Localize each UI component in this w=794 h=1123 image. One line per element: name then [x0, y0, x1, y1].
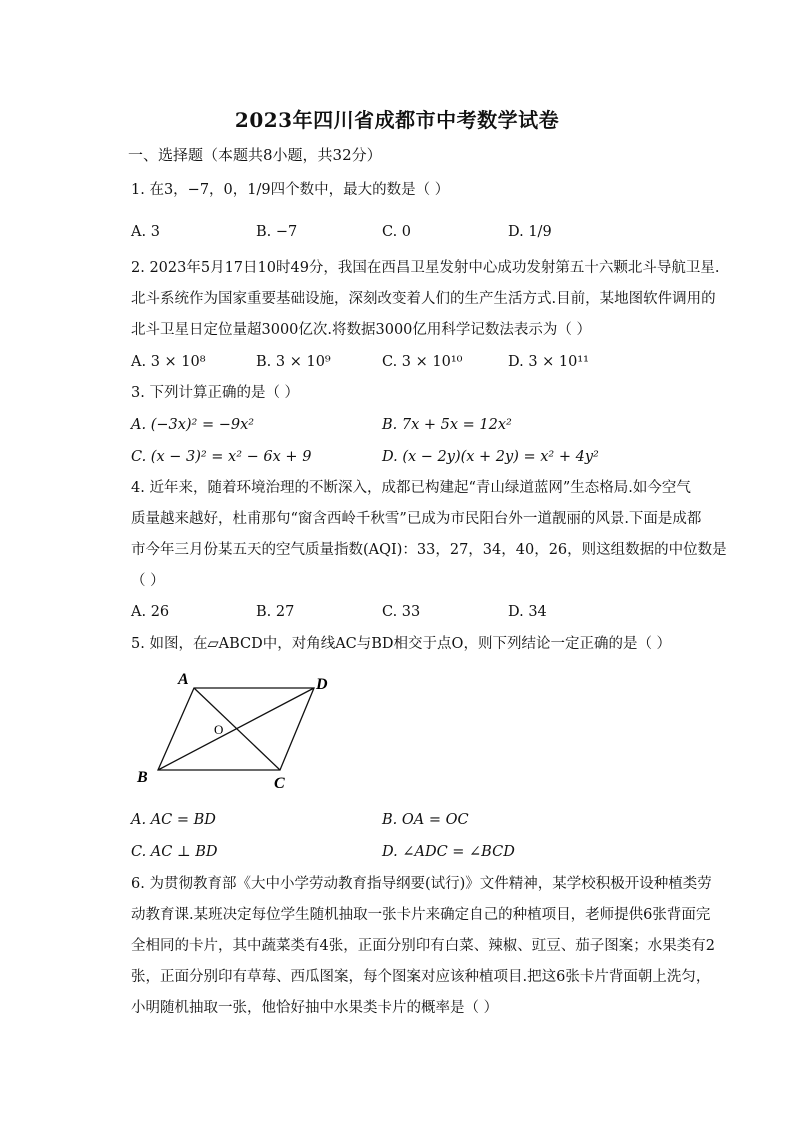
q4-option-b: B. 27: [256, 604, 295, 620]
question-2-line-2: 北斗系统作为国家重要基础设施，深刻改变着人们的生产生活方式.目前，某地图软件调用的: [131, 291, 716, 307]
diagonal-bd: [158, 688, 314, 770]
question-2-line-3: 北斗卫星日定位量超3000亿次.将数据3000亿用科学记数法表示为（ ）: [131, 322, 592, 338]
q5-option-d: D. ∠ADC = ∠BCD: [382, 844, 515, 860]
q3-option-d: D. (x − 2y)(x + 2y) = x² + 4y²: [382, 449, 599, 465]
q4-option-a: A. 26: [131, 604, 170, 620]
q2-option-a: A. 3 × 10⁸: [131, 354, 206, 370]
q3-option-a: A. (−3x)² = −9x²: [131, 417, 255, 433]
q2-option-c: C. 3 × 10¹⁰: [382, 354, 463, 370]
question-1-text: 1. 在3，−7，0，1/9四个数中，最大的数是（ ）: [131, 182, 450, 198]
exam-title: 2023年四川省成都市中考数学试卷: [234, 108, 560, 132]
q1-option-d: D. 1/9: [508, 224, 552, 240]
q4-option-d: D. 34: [508, 604, 547, 620]
question-4-line-1: 4. 近年来，随着环境治理的不断深入，成都已构建起“青山绿道蓝网”生态格局.如今空气: [131, 480, 691, 496]
question-4-line-3: 市今年三月份某五天的空气质量指数(AQI)：33，27，34，40，26，则这组数据的中位数是: [131, 542, 727, 558]
q1-option-c: C. 0: [382, 224, 412, 240]
question-6-line-3: 全相同的卡片，其中蔬菜类有4张，正面分别印有白菜、辣椒、豇豆、茄子图案；水果类有2: [131, 938, 715, 954]
question-6-line-5: 小明随机抽取一张，他恰好抽中水果类卡片的概率是（ ）: [131, 1000, 499, 1016]
question-6-line-2: 动教育课.某班决定每位学生随机抽取一张卡片来确定自己的种植项目，老师提供6张背面完: [131, 907, 711, 923]
question-4-line-4: （ ）: [131, 573, 165, 589]
vertex-label-c: C: [274, 775, 285, 792]
vertex-label-d: D: [316, 676, 328, 693]
q2-option-b: B. 3 × 10⁹: [256, 354, 331, 370]
q2-option-d: D. 3 × 10¹¹: [508, 354, 589, 370]
section-heading: 一、选择题（本题共8小题，共32分）: [128, 146, 382, 164]
intersection-label-o: O: [214, 722, 224, 737]
question-3-text: 3. 下列计算正确的是（ ）: [131, 385, 300, 401]
q1-option-b: B. −7: [256, 224, 298, 240]
q5-option-c: C. AC ⊥ BD: [131, 844, 218, 860]
vertex-label-b: B: [137, 769, 148, 786]
q3-option-b: B. 7x + 5x = 12x²: [382, 417, 512, 433]
question-2-line-1: 2. 2023年5月17日10时49分，我国在西昌卫星发射中心成功发射第五十六颗北斗导航卫星.: [131, 260, 720, 276]
question-5-text: 5. 如图，在▱ABCD中，对角线AC与BD相交于点O，则下列结论一定正确的是（ ）: [131, 636, 672, 652]
vertex-label-a: A: [178, 671, 189, 688]
question-6-line-4: 张，正面分别印有草莓、西瓜图案，每个图案对应该种植项目.把这6张卡片背面朝上洗匀，: [131, 969, 711, 985]
q5-option-b: B. OA = OC: [382, 812, 469, 828]
parallelogram-figure: [128, 664, 348, 799]
q3-option-c: C. (x − 3)² = x² − 6x + 9: [131, 449, 312, 465]
question-6-line-1: 6. 为贯彻教育部《大中小学劳动教育指导纲要(试行)》文件精神，某学校积极开设种植类劳: [131, 876, 712, 892]
q1-option-a: A. 3: [131, 224, 160, 240]
q5-option-a: A. AC = BD: [131, 812, 216, 828]
question-4-line-2: 质量越来越好，杜甫那句“窗含西岭千秋雪”已成为市民阳台外一道靓丽的风景.下面是成都: [131, 511, 702, 527]
q4-option-c: C. 33: [382, 604, 421, 620]
